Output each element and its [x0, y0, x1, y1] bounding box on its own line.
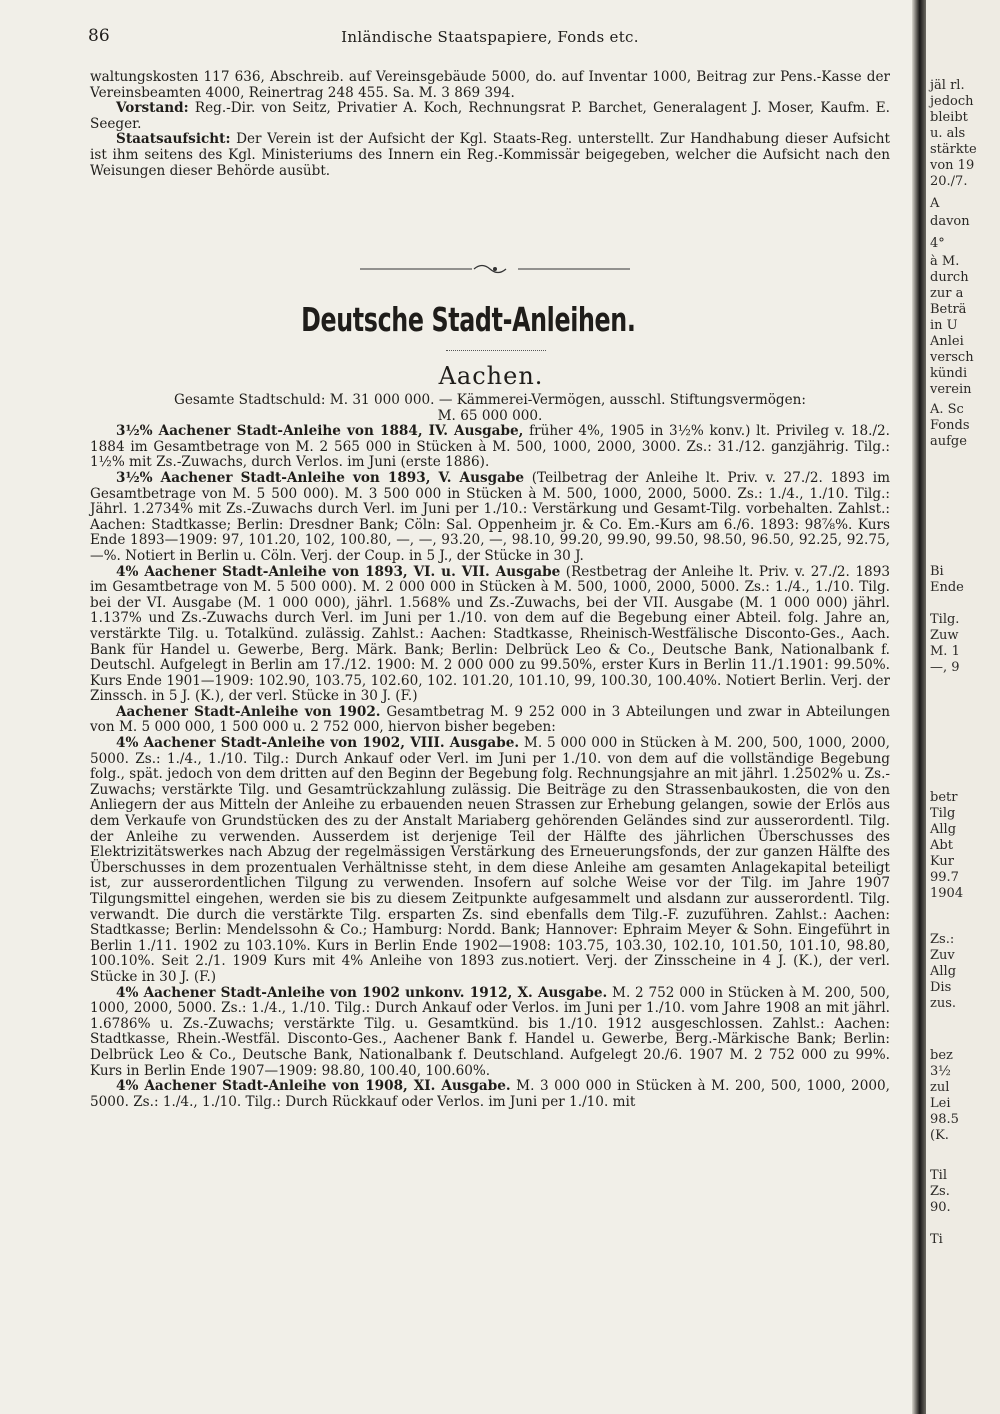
adjacent-page-fragment: Zs. — [930, 1184, 950, 1199]
adjacent-page-fragment: Beträ — [930, 302, 967, 317]
adjacent-page-fragment: in U — [930, 318, 958, 333]
adjacent-page-fragment: 1904 — [930, 886, 964, 901]
adjacent-page-fragment: zur a — [930, 286, 964, 301]
title-dotted-rule — [446, 350, 546, 351]
loan-heading: 4% Aachener Stadt-Anleihe von 1902, VIII. Ausgabe. — [116, 735, 520, 752]
loan-text: Gesamtbetrag M. 9 252 000 in 3 Abteilungen und zwar in Abteilungen von M. 5 000 000, 1 500 000 u. 2 752 000, hiervon bisher begeben: — [90, 703, 890, 736]
supervision-text: Der Verein ist der Aufsicht der Kgl. Staats-Reg. unterstellt. Zur Handhabung dieser Aufsicht ist ihm seitens des Kgl. Ministeriums des Innern ein Reg.-Kommissär beigegeben, welcher die Aufsicht nach den Weisungen dieser Behörde ausübt. — [90, 131, 890, 179]
adjacent-page-fragment: u. als — [930, 126, 966, 141]
adjacent-page-fragment: zul — [930, 1080, 950, 1095]
book-gutter — [912, 0, 926, 1414]
loan-entry — [90, 986, 890, 1080]
aachen-entries — [90, 393, 890, 1110]
loan-text: M. 2 752 000 in Stücken à M. 200, 500, 1000, 2000, 5000. Zs.: 1./4., 1./10. Tilg.: Durch Ankauf oder Verlos. im Juni per 1./10. vom Jahre 1908 an mit jährl. 1.6786% u. Zs.-Zuwachs; verstärkte Tilg. u. Gesamtkünd. bis 1./10. 1912 ausgeschlossen. Zahlst.: Aachen: Stadtkasse, Rhein.-Westfäl. Disconto-Ges., Aachener Bank f. Handel u. Gewerbe, Berg.-Märkische Bank; Berlin: Delbrück Leo & Co., Deutsche Bank, Nationalbank f. Deutschland. Aufgelegt 20./6. 1907 M. 2 752 000 zu 99%. Kurs in Berlin Ende 1907—1909: 98.80, 100.40, 100.60%. — [90, 984, 890, 1079]
loan-entry — [90, 565, 890, 705]
loan-entry — [90, 424, 890, 471]
adjacent-page-fragment: stärkte — [930, 142, 977, 157]
adjacent-page-fragment: Fonds — [930, 418, 970, 433]
total-debt-line: Gesamte Stadtschuld: M. 31 000 000. — Kämmerei-Vermögen, ausschl. Stiftungsvermögen: — [173, 392, 806, 408]
adjacent-page-fragment: Zuw — [930, 628, 959, 643]
adjacent-page-fragment: betr — [930, 790, 958, 805]
adjacent-page-fragment: Tilg — [930, 806, 956, 821]
loan-text: (Teilbetrag der Anleihe lt. Priv. v. 27./2. 1893 im Gesamtbetrage von M. 5 500 000). M. 3 500 000 in Stücken à M. 500, 1000, 2000, 5000. Zs.: 1./4., 1./10. Tilg.: Jährl. 1.2734% mit Zs.-Zuwachs durch Verl. im Juni per 1./10.: Verstärkung und Gesamt-Tilg. vorbehalten. Zahlst.: Aachen: Stadtkasse; Berlin: Dresdner Bank; Cöln: Sal. Oppenheim jr. & Co. Em.-Kurs am 6./6. 1893: 98⅞%. Kurs Ende 1893—1909: 97, 101.20, 102, 100.80, —, —, 93.20, —, 98.10, 99.20, 99.90, 99.50, 98.50, 96.50, 92.25, 92.75, —%. Notiert in Berlin u. Cöln. Verj. der Coup. in 5 J., der Stücke in 30 J. — [90, 469, 890, 564]
board-paragraph — [90, 101, 890, 132]
adjacent-page-fragment: jedoch — [930, 94, 974, 109]
supervision-paragraph — [90, 132, 890, 179]
adjacent-page-fragment: bez — [930, 1048, 953, 1063]
board-text: Reg.-Dir. von Seitz, Privatier A. Koch, Rechnungsrat P. Barchet, Generalagent J. Moser, Kaufm. E. Seeger. — [90, 100, 890, 132]
loan-text: M. 5 000 000 in Stücken à M. 200, 500, 1000, 2000, 5000. Zs.: 1./4., 1./10. Tilg.: Durch Ankauf oder Verl. im Juni per 1./10. von dem auf die vollständige Begebung folg., spät. jedoch von dem dritten auf den Beginn der Begebung folg. Rechnungsjahre an mit jährl. 1.2502% u. Zs.-Zuwachs; verstärkte Tilg. und Gesamtrückzahlung zulässig. Die Beiträge zu den Strassenbaukosten, die von den Anliegern der aus Mitteln der Anleihe zu erbauenden neuen Strassen zur Erhebung gelangen, sowie der Erlös aus dem Verkaufe von Grundstücken des zu der Anstalt Mariaberg gehörenden Geländes sind zur ausserordentl. Tilg. der Anleihe zu verwenden. Ausserdem ist derjenige Teil der Hälfte des jährlichen Überschusses des Elektrizitätswerkes nach Abzug der regelmässigen Verstärkung des Erneuerungsfonds, der zur ganzen Hälfte des Überschusses in dem prozentualen Verhältnisse steht, in dem diese Anleihe am gesamten Anlagekapital beteiligt ist, zur ausserordentlichen Tilgung zu verwenden. Insofern auf solche Weise vor der Tilg. im Jahre 1907 Tilgungsmittel eingehen, werden sie bis zu diesem Zeitpunkte aufgesammelt und alsdann zur ausserordentl. Tilg. verwandt. Die durch die verstärkte Tilg. ersparten Zs. sind ebenfalls dem Tilg.-F. zuzuführen. Zahlst.: Aachen: Stadtkasse; Berlin: Mendelssohn & Co.; Hamburg: Nordd. Bank; Hannover: Ephraim Meyer & Sohn. Eingeführt in Berlin 1./11. 1902 zu 103.10%. Kurs in Berlin Ende 1902—1908: 103.75, 103.30, 102.10, 101.50, 101.10, 98.80, 100.10%. Seit 2./1. 1909 Kurs mit 4% Anleihe von 1893 zus.notiert. Verj. der Zinsscheine in 4 J. (K.), der verl. Stücke in 30 J. (F.) — [90, 735, 890, 985]
adjacent-page-fragment: Ti — [930, 1232, 943, 1247]
adjacent-page-fragment: Tilg. — [930, 612, 960, 627]
adjacent-page-fragment: à M. — [930, 254, 960, 269]
ornament-divider — [360, 262, 630, 276]
adjacent-page-fragment: Bi — [930, 564, 944, 579]
adjacent-page-fragment: 4° — [930, 236, 945, 251]
insurance-association-continuation — [90, 70, 890, 179]
adjacent-page-fragment: Kur — [930, 854, 955, 869]
city-heading: Aachen. — [438, 362, 544, 390]
loan-heading: 4% Aachener Stadt-Anleihe von 1908, XI. Ausgabe. — [116, 1078, 511, 1095]
loan-heading: 3½% Aachener Stadt-Anleihe von 1884, IV. Ausgabe, — [116, 423, 524, 440]
loan-entry — [90, 705, 890, 736]
loan-entry — [90, 1079, 890, 1110]
adjacent-page-fragment: Allg — [930, 964, 957, 979]
loan-text: (Restbetrag der Anleihe lt. Priv. v. 27./2. 1893 im Gesamtbetrage von M. 5 500 000). M. 2 000 000 in Stücken à M. 500, 1000, 2000, 5000. Zs.: 1./4., 1./10. Tilg. bei der VI. Ausgabe (M. 1 000 000), jährl. 1.568% und Zs.-Zuwachs, bei der VII. Ausgabe (M. 1 000 000) jährl. 1.137% und Zs.-Zuwachs durch Verl. im Juni per 1./10. von dem auf die Begebung einer Abteil. folg. Jahre an, verstärkte Tilg. u. Totalkünd. zulässig. Zahlst.: Aachen: Stadtkasse, Rheinisch-Westfälische Disconto-Ges., Aach. Bank für Handel u. Gewerbe, Berg. Märk. Bank; Berlin: Delbrück Leo & Co., Deutsche Bank, Nationalbank f. Deutschl. Aufgelegt in Berlin am 17./12. 1900: M. 2 000 000 zu 99.50%, erster Kurs in Berlin 11./1.1901: 99.50%. Kurs Ende 1901—1909: 102.90, 103.75, 102.60, 102. 101.20, 101.10, 99, 100.30, 100.40%. Notiert Berlin. Verj. der Zinssch. in 5 J. (K.), der verl. Stücke in 30 J. (F.) — [90, 563, 890, 705]
loan-entry — [90, 471, 890, 565]
supervision-label: Staatsaufsicht: — [116, 131, 231, 148]
total-debt-amount: M. 65 000 000. — [437, 407, 543, 424]
loan-heading: 3½% Aachener Stadt-Anleihe von 1893, V. Ausgabe — [116, 469, 525, 486]
adjacent-page-fragment: A. Sc — [930, 402, 964, 417]
adjacent-page-fragment: von 19 — [930, 158, 975, 173]
loan-text: M. 3 000 000 in Stücken à M. 200, 500, 1000, 2000, 5000. Zs.: 1./4., 1./10. Tilg.: Durch Rückkauf oder Verlos. im Juni per 1./10. mit — [90, 1078, 890, 1110]
page-number: 86 — [88, 26, 110, 46]
adjacent-page-fragment: Til — [930, 1168, 947, 1183]
loan-heading: Aachener Stadt-Anleihe von 1902. — [116, 703, 381, 720]
adjacent-page-fragment: (K. — [930, 1128, 949, 1143]
adjacent-page-fragment: Ende — [930, 580, 964, 595]
adjacent-page-fragment: Lei — [930, 1096, 951, 1111]
adjacent-page-fragment: Abt — [930, 838, 953, 853]
adjacent-page-fragment: davon — [930, 214, 970, 229]
page-header — [88, 26, 892, 50]
adjacent-page-fragment: M. 1 — [930, 644, 960, 659]
loan-heading: 4% Aachener Stadt-Anleihe von 1902 unkonv. 1912, X. Ausgabe. — [116, 984, 608, 1001]
adjacent-page-fragment: Dis — [930, 980, 952, 995]
loan-entry — [90, 736, 890, 986]
adjacent-page-strip — [926, 0, 1000, 1414]
loan-heading: 4% Aachener Stadt-Anleihe von 1893, VI. u. VII. Ausgabe — [116, 563, 561, 580]
adjacent-page-fragment: Allg — [930, 822, 957, 837]
adjacent-page-fragment: jäl rl. — [930, 78, 965, 93]
adjacent-page-fragment: Anlei — [930, 334, 964, 349]
adjacent-page-fragment: Zuv — [930, 948, 955, 963]
board-label: Vorstand: — [116, 100, 189, 117]
adjacent-page-fragment: —, 9 — [930, 660, 960, 675]
adjacent-page-fragment: versch — [930, 350, 974, 365]
adjacent-page-fragment: 3½ — [930, 1064, 951, 1079]
adjacent-page-fragment: 98.5 — [930, 1112, 959, 1127]
adjacent-page-fragment: 99.7 — [930, 870, 959, 885]
adjacent-page-fragment: verein — [930, 382, 972, 397]
adjacent-page-fragment: kündi — [930, 366, 968, 381]
adjacent-page-fragment: 90. — [930, 1200, 951, 1215]
loan-text: früher 4%, 1905 in 3½% konv.) lt. Privileg v. 18./2. 1884 im Gesamtbetrage von M. 2 565 000 in Stücken à M. 500, 1000, 2000, 3000. Zs.: 31./12. ganzjährig. Tilg.: 1½% mit Zs.-Zuwachs, durch Verlos. im Juni (erste 1886). — [90, 423, 890, 471]
adjacent-page-fragment: durch — [930, 270, 969, 285]
adjacent-page-fragment: A — [930, 196, 940, 211]
running-head: Inländische Staatspapiere, Fonds etc. — [341, 28, 639, 46]
adjacent-page-fragment: zus. — [930, 996, 957, 1011]
adjacent-page-fragment: aufge — [930, 434, 967, 449]
adjacent-page-fragment: 20./7. — [930, 174, 968, 189]
administration-costs-paragraph: waltungskosten 117 636, Abschreib. auf Vereinsgebäude 5000, do. auf Inventar 1000, Beitrag zur Pens.-Kasse der Vereinsbeamten 4000, Reinertrag 248 455. Sa. M. 3 869 394. — [90, 69, 890, 101]
section-title: Deutsche Stadt-Anleihen. — [301, 300, 636, 339]
adjacent-page-fragment: bleibt — [930, 110, 968, 125]
adjacent-page-fragment: Zs.: — [930, 932, 955, 947]
